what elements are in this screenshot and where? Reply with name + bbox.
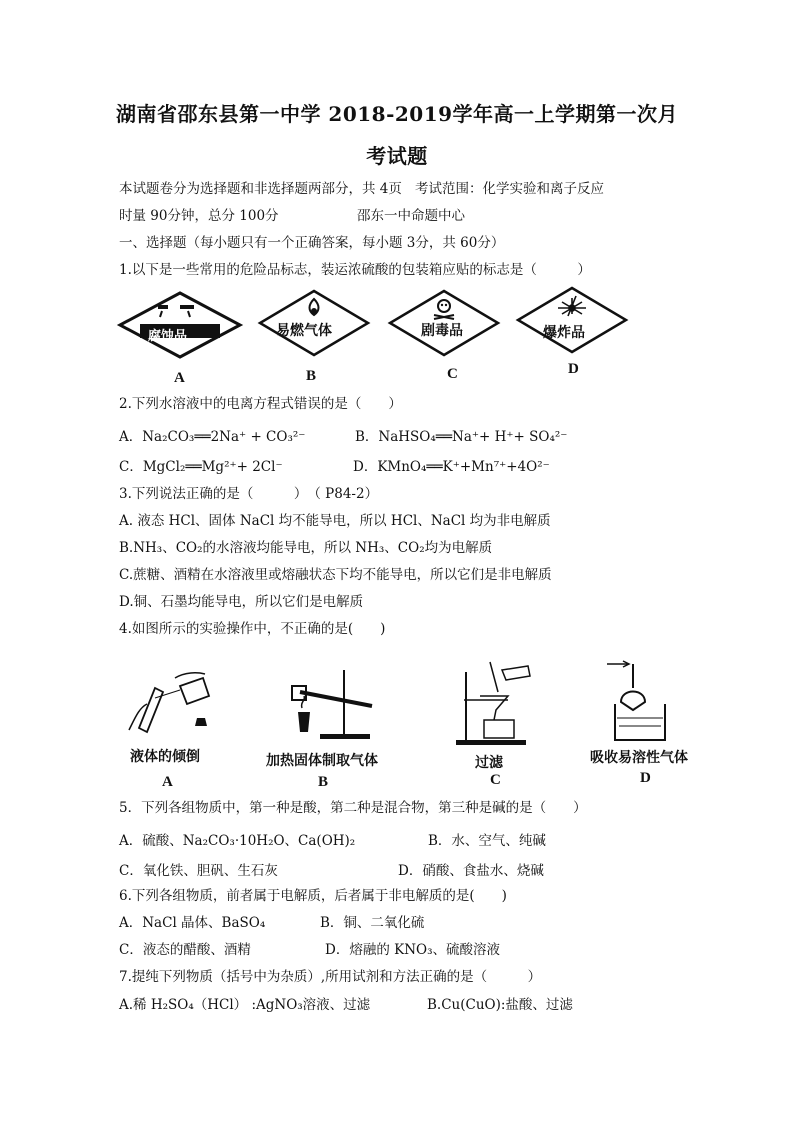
sign-label-c: 剧毒品 — [421, 323, 463, 339]
info-time: 时量 90分钟，总分 100分 — [119, 208, 279, 224]
sign-letter-b: B — [306, 368, 317, 384]
q6-option-d: D．熔融的 KNO₃、硫酸溶液 — [325, 942, 500, 958]
fig-letter-c: C — [490, 772, 501, 788]
q2-option-b: B．NaHSO₄══Na⁺+ H⁺+ SO₄²⁻ — [355, 429, 568, 445]
q6-option-c: C．液态的醋酸、酒精 — [119, 942, 251, 958]
fig-caption-a: 液体的倾倒 — [130, 749, 200, 765]
fig-letter-b: B — [318, 774, 329, 790]
q2-option-d: D．KMnO₄══K⁺+Mn⁷⁺+4O²⁻ — [353, 459, 550, 475]
q3-option-a: A. 液态 HCl、固体 NaCl 均不能导电，所以 HCl、NaCl 均为非电解质 — [119, 513, 551, 529]
sign-letter-c: C — [447, 366, 458, 382]
q6-option-a: A．NaCl 晶体、BaSO₄ — [119, 915, 266, 931]
figure-filtration — [450, 662, 535, 747]
q5-option-a: A．硫酸、Na₂CO₃·10H₂O、Ca(OH)₂ — [119, 833, 356, 849]
sign-label-d: 爆炸品 — [543, 325, 585, 341]
q2-option-c: C．MgCl₂══Mg²⁺+ 2Cl⁻ — [119, 459, 283, 475]
q6-option-b: B．铜、二氧化硫 — [320, 915, 425, 931]
q5-option-d: D．硝酸、食盐水、烧碱 — [398, 863, 544, 879]
figure-heating-solid — [280, 668, 385, 743]
fig-caption-b: 加热固体制取气体 — [266, 753, 378, 769]
fig-caption-c: 过滤 — [475, 755, 503, 771]
q3-stem: 3.下列说法正确的是（ ） （ P84-2） — [119, 486, 379, 502]
q5-option-c: C．氧化铁、胆矾、生石灰 — [119, 863, 278, 879]
exam-title-line1: 湖南省邵东县第一中学 2018-2019学年高一上学期第一次月 — [115, 102, 679, 126]
q2-stem: 2.下列水溶液中的电离方程式错误的是（ ） — [119, 396, 402, 412]
sign-label-a: 腐蚀品 — [148, 329, 188, 344]
sign-letter-a: A — [174, 370, 185, 386]
fig-caption-d: 吸收易溶性气体 — [590, 750, 688, 766]
q5-option-b: B．水、空气、纯碱 — [428, 833, 546, 849]
sign-letter-d: D — [568, 361, 579, 377]
q7-option-a: A.稀 H₂SO₄（HCl） :AgNO₃溶液、过滤 — [119, 997, 371, 1013]
exam-title-line2: 考试题 — [366, 144, 428, 168]
q1-stem: 1.以下是一些常用的危险品标志，装运浓硫酸的包装箱应贴的标志是（ ） — [119, 262, 591, 278]
sign-label-b: 易燃气体 — [276, 323, 332, 339]
q2-option-a: A．Na₂CO₃══2Na⁺ + CO₃²⁻ — [119, 429, 306, 445]
info-scope: 考试范围：化学实验和离子反应 — [415, 181, 604, 197]
q7-stem: 7.提纯下列物质（括号中为杂质）,所用试剂和方法正确的是（ ） — [119, 969, 542, 985]
q5-stem: 5．下列各组物质中，第一种是酸，第二种是混合物，第三种是碱的是（ ） — [119, 800, 587, 816]
figure-gas-absorption — [605, 658, 685, 748]
info-author: 邵东一中命题中心 — [357, 208, 465, 224]
hazard-sign-d — [516, 286, 628, 354]
section-heading: 一、选择题（每小题只有一个正确答案，每小题 3分，共 60分） — [119, 235, 505, 251]
figure-pouring-liquid — [125, 668, 220, 743]
q3-option-c: C.蔗糖、酒精在水溶液里或熔融状态下均不能导电，所以它们是非电解质 — [119, 567, 552, 583]
q4-stem: 4.如图所示的实验操作中，不正确的是( ) — [119, 621, 386, 637]
q6-stem: 6.下列各组物质，前者属于电解质，后者属于非电解质的是( ) — [119, 888, 507, 904]
info-pages: 本试题卷分为选择题和非选择题两部分，共 4页 — [119, 181, 402, 197]
fig-letter-a: A — [162, 774, 173, 790]
q3-option-d: D.铜、石墨均能导电，所以它们是电解质 — [119, 594, 364, 610]
q7-option-b: B.Cu(CuO):盐酸、过滤 — [427, 997, 573, 1013]
q3-option-b: B.NH₃、CO₂的水溶液均能导电，所以 NH₃、CO₂均为电解质 — [119, 540, 493, 556]
fig-letter-d: D — [640, 770, 651, 786]
